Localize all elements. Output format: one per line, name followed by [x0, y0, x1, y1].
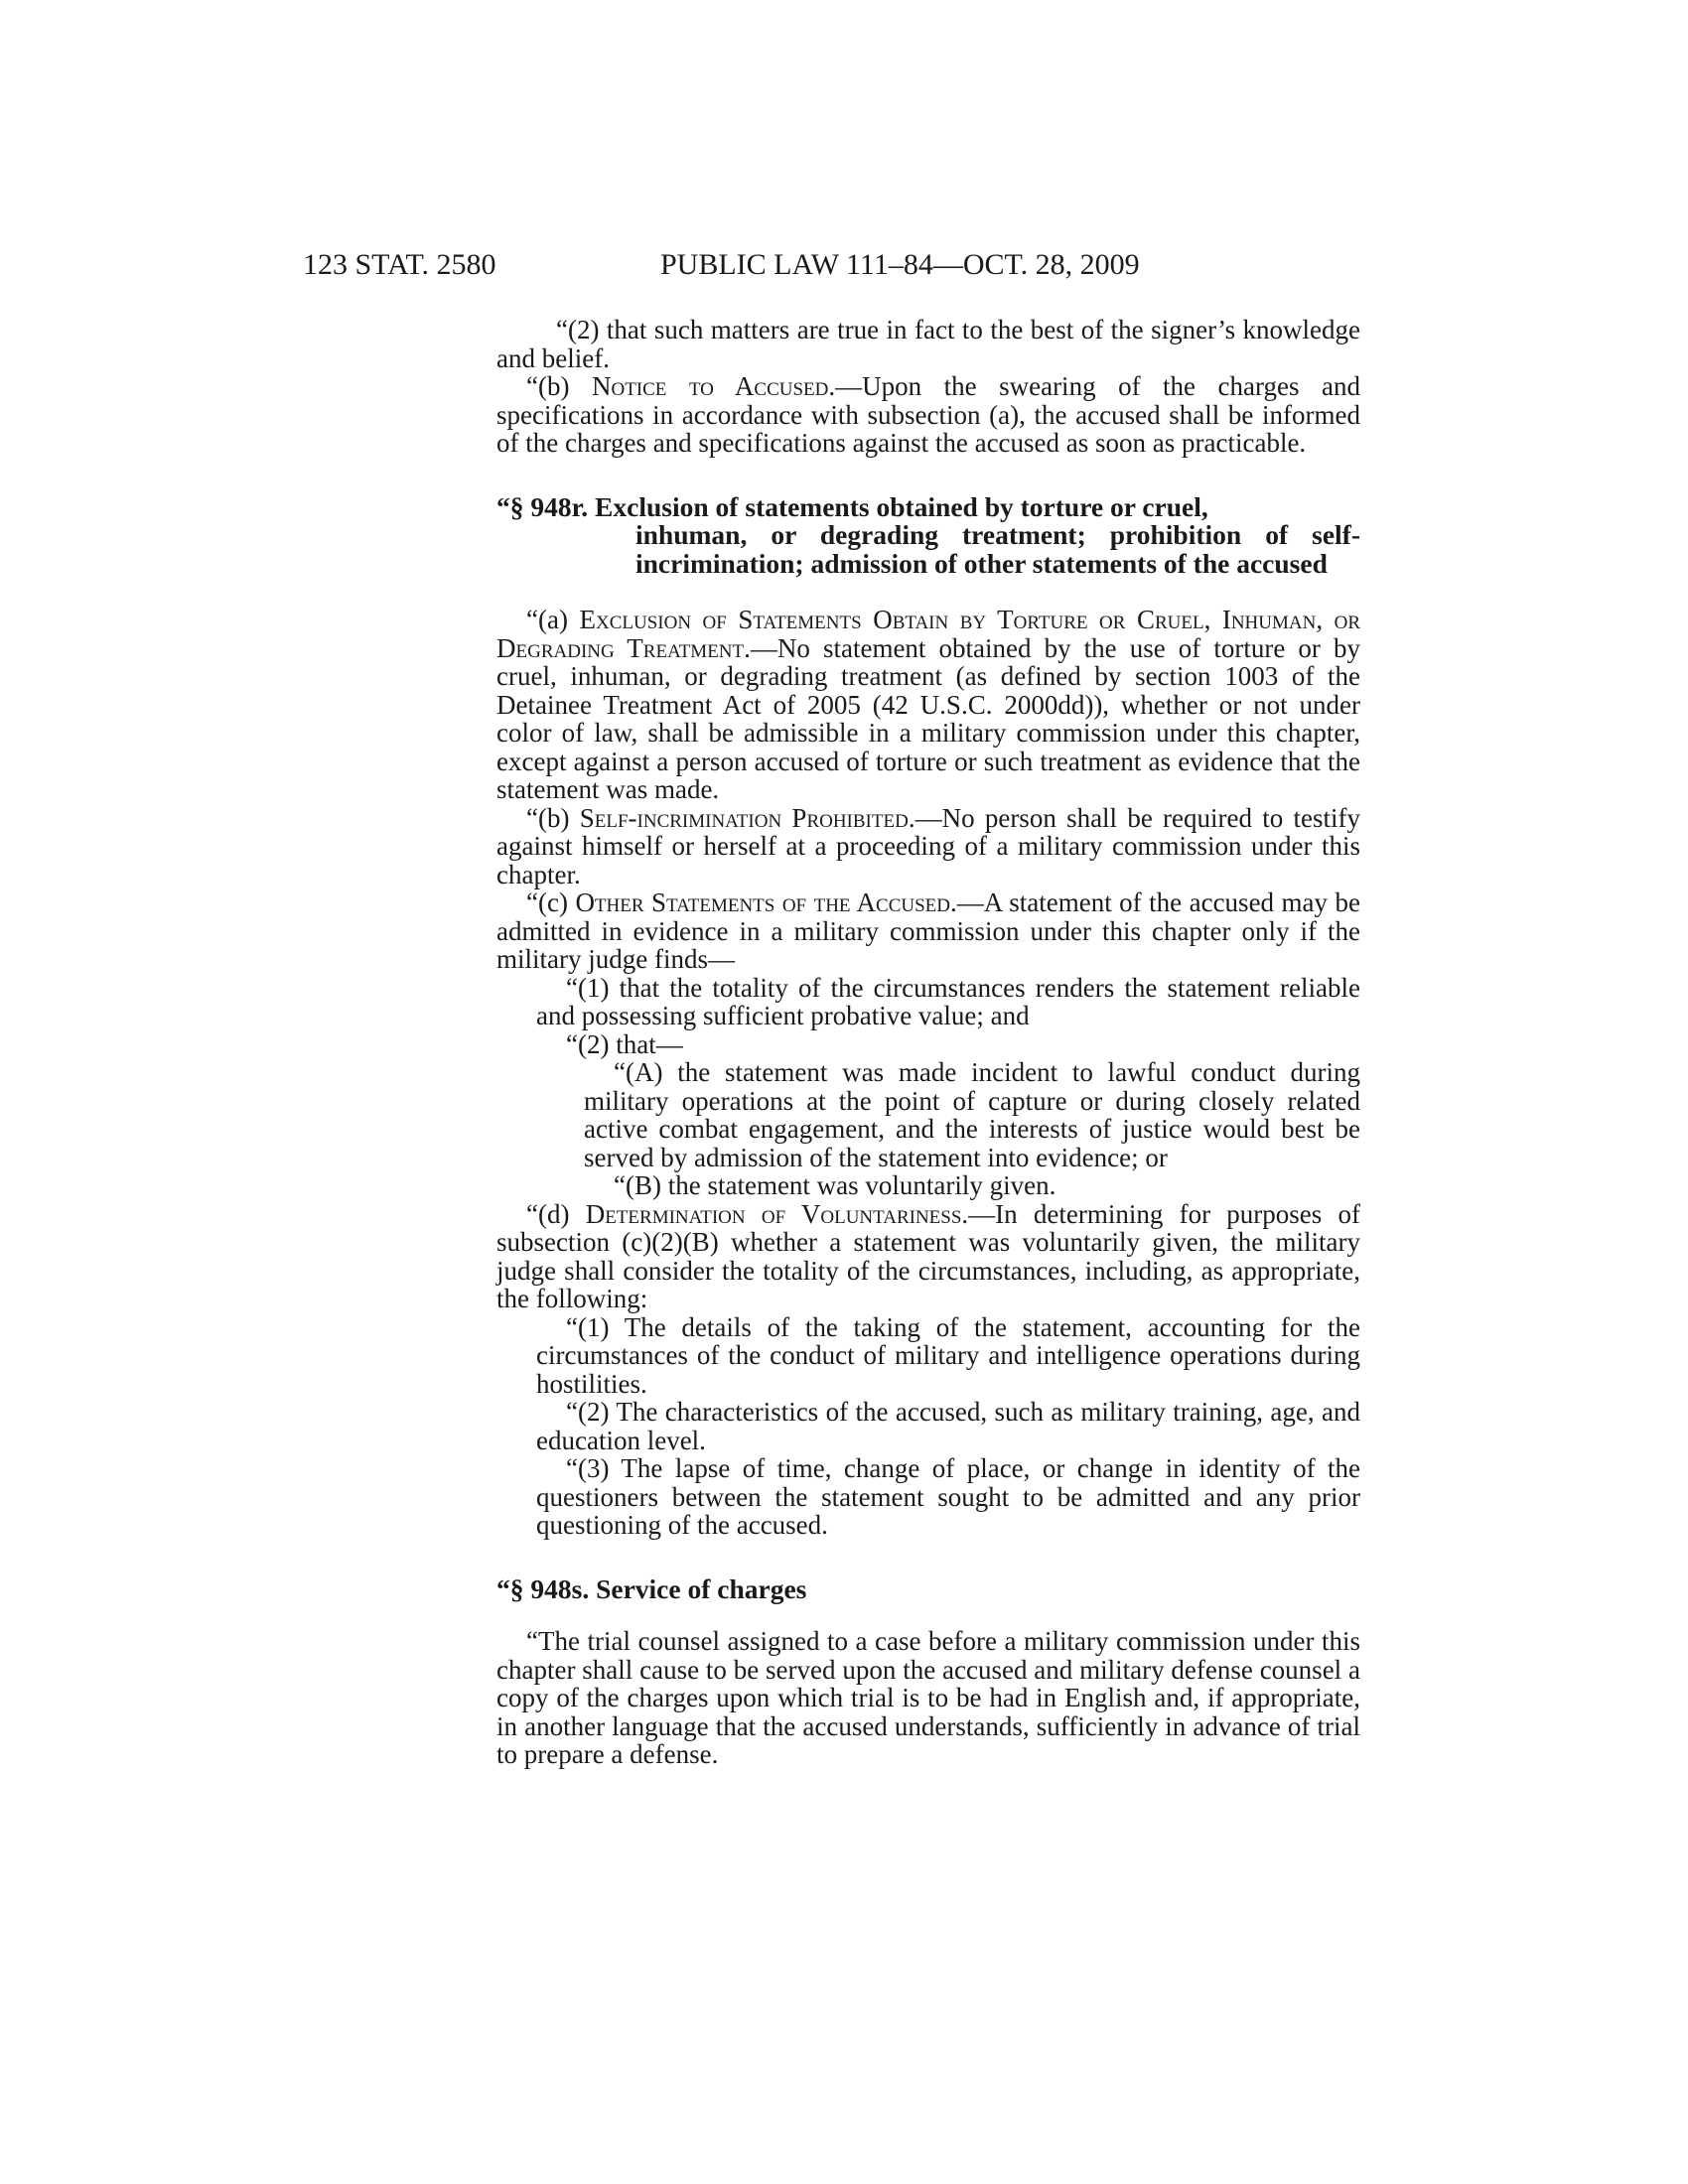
subsection-heading: Exclusion of Statements Obtain by Torture or Cruel, Inhuman, or Degrading Treatment	[496, 605, 1361, 663]
stat-citation: 123 STAT. 2580	[303, 248, 496, 281]
paragraph-948r-d1: “(1) The details of the taking of the statement, accounting for the circumstances of the conduct of military and intelligence operations during hostilities.	[536, 1311, 1360, 1399]
section-948s-heading: “§ 948s. Service of charges	[496, 1572, 807, 1604]
paragraph-948r-d3: “(3) The lapse of time, change of place, or change in identity of the questioners between the statement sought to be admitted and any prior questioning of the accused.	[536, 1453, 1360, 1540]
document-body	[496, 316, 1360, 1769]
paragraph-948r-c: “(c) Other Statements of the Accused.—A statement of the accused may be admitted in evidence in a military commission under this chapter only if the military judge finds—	[496, 887, 1360, 974]
paragraph-a2: “(2) that such matters are true in fact to the best of the signer’s knowledge and belief.	[496, 315, 1360, 373]
paragraph-948r-c1: “(1) that the totality of the circumstances renders the statement reliable and possessing sufficient probative value; and	[536, 972, 1360, 1030]
subsection-heading: Notice to Accused	[591, 371, 829, 401]
paragraph-948s: “The trial counsel assigned to a case before a military commission under this chapter shall cause to be served upon the accused and military defense counsel a copy of the charges upon which trial is to be had in English and, if appropriate, in another language that the accused understands, sufficiently in advance of trial to prepare a defense.	[496, 1626, 1360, 1769]
subsection-heading: Other Statements of the Accused	[575, 887, 950, 917]
paragraph-948r-a: “(a) Exclusion of Statements Obtain by Torture or Cruel, Inhuman, or Degrading Treatment.—No statement obtained by the use of torture or by cruel, inhuman, or degrading treatment (as defined by section 1003 of the Detainee Treatment Act of 2005 (42 U.S.C. 2000dd)), whether or not under color of law, shall be admissible in a military commission under this chapter, except against a person accused of torture or such treatment as evidence that the statement was made.	[496, 605, 1361, 804]
law-title: PUBLIC LAW 111–84—OCT. 28, 2009	[660, 248, 1140, 281]
paragraph-948r-c2: “(2) that—	[566, 1028, 683, 1059]
paragraph-notice-to-accused: “(b) Notice to Accused.—Upon the swearing of the charges and specifications in accordance with subsection (a), the accused shall be informed of the charges and specifications against the accused as soon as practicable.	[496, 371, 1360, 458]
page-header	[0, 248, 1688, 288]
subsection-heading: Self-incrimination Prohibited	[579, 802, 909, 833]
section-948r-heading: “§ 948r. Exclusion of statements obtained by torture or cruel, inhuman, or degrading treatment; prohibition of self-incrimination; admission of other statements of the accused	[496, 490, 1360, 579]
paragraph-948r-c2A: “(A) the statement was made incident to lawful conduct during military operations at the point of capture or during closely related active combat engagement, and the interests of justice would best be served by admission of the statement into evidence; or	[584, 1057, 1360, 1172]
paragraph-948r-d: “(d) Determination of Voluntariness.—In determining for purposes of subsection (c)(2)(B) whether a statement was voluntarily given, the military judge shall consider the totality of the circumstances, including, as appropriate, the following:	[496, 1198, 1361, 1313]
paragraph-948r-c2B: “(B) the statement was voluntarily given.	[614, 1170, 1056, 1200]
paragraph-948r-d2: “(2) The characteristics of the accused, such as military training, age, and education level.	[536, 1397, 1360, 1455]
subsection-heading: Determination of Voluntariness	[585, 1198, 962, 1229]
paragraph-948r-b: “(b) Self-incrimination Prohibited.—No person shall be required to testify against himself or herself at a proceeding of a military commission under this chapter.	[496, 802, 1361, 889]
